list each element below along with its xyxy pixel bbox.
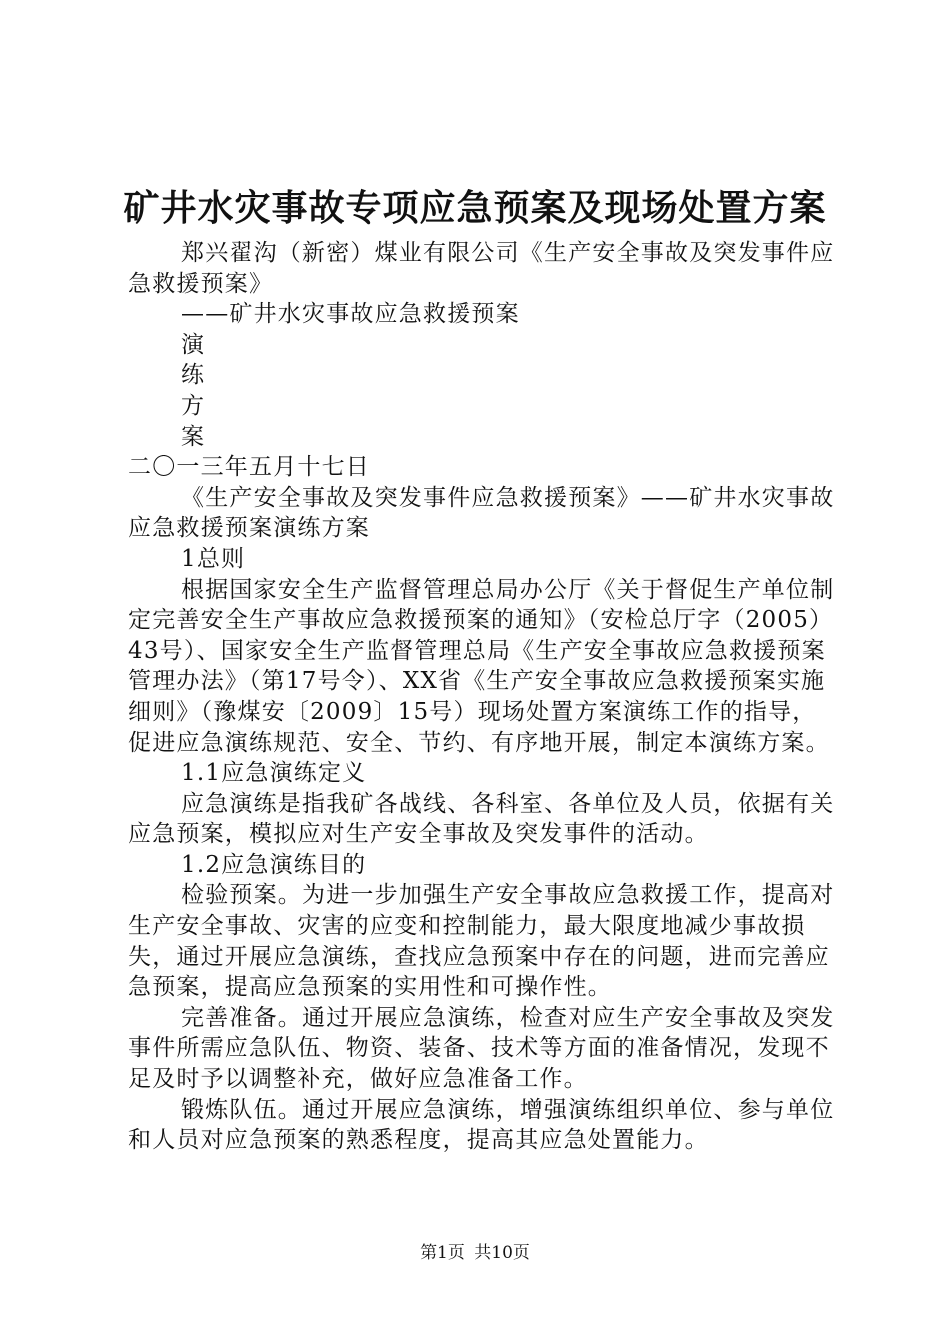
page-footer <box>0 1242 950 1264</box>
page-number: 第1页 <box>420 1243 465 1263</box>
paragraph-char-2: 练 <box>181 362 206 389</box>
paragraph-purpose-train: 锻炼队伍。通过开展应急演练，增强演练组织单位、参与单位和人员对应急预案的熟悉程度，提高其应急处置能力。 <box>128 1096 835 1154</box>
paragraph-definition: 应急演练是指我矿各战线、各科室、各单位及人员，依据有关应急预案，模拟应对生产安全事故及突发事件的活动。 <box>128 790 835 848</box>
document-body <box>128 238 838 1156</box>
paragraph-date: 二〇一三年五月十七日 <box>128 454 370 481</box>
paragraph-basis: 根据国家安全生产监督管理总局办公厅《关于督促生产单位制定完善安全生产事故应急救援预案的通知》（安检总厅字（2005）43号）、国家安全生产监督管理总局《生产安全事故应急救援预案管理办法》（第17号令）、XX省《生产安全事故应急救援预案实施细则》（豫煤安〔2009〕15号）现场处置方案演练工作的指导，促进应急演练规范、安全、节约、有序地开展，制定本演练方案。 <box>128 576 835 756</box>
section-heading-purpose: 1.2应急演练目的 <box>181 851 367 878</box>
paragraph-purpose-prepare: 完善准备。通过开展应急演练，检查对应生产安全事故及突发事件所需应急队伍、物资、装备、技术等方面的准备情况，发现不足及时予以调整补充，做好应急准备工作。 <box>128 1004 835 1093</box>
paragraph-purpose-test: 检验预案。为进一步加强生产安全事故应急救援工作，提高对生产安全事故、灾害的应变和控制能力，最大限度地减少事故损失，通过开展应急演练，查找应急预案中存在的问题，进而完善应急预案，提高应急预案的实用性和可操作性。 <box>128 882 835 1001</box>
paragraph-drill-title: 《生产安全事故及突发事件应急救援预案》——矿井水灾事故应急救援预案演练方案 <box>128 484 835 542</box>
paragraph-plan-subtitle: ——矿井水灾事故应急救援预案 <box>181 301 520 328</box>
paragraph-company-plan: 郑兴翟沟（新密）煤业有限公司《生产安全事故及突发事件应急救援预案》 <box>128 240 835 297</box>
section-heading-definition: 1.1应急演练定义 <box>181 760 367 787</box>
paragraph-char-4: 案 <box>181 423 206 450</box>
paragraph-char-3: 方 <box>181 392 206 419</box>
document-title: 矿井水灾事故专项应急预案及现场处置方案 <box>123 188 827 229</box>
paragraph-char-1: 演 <box>181 331 206 358</box>
page-total: 共10页 <box>474 1243 530 1263</box>
section-heading-general: 1总则 <box>181 545 246 572</box>
